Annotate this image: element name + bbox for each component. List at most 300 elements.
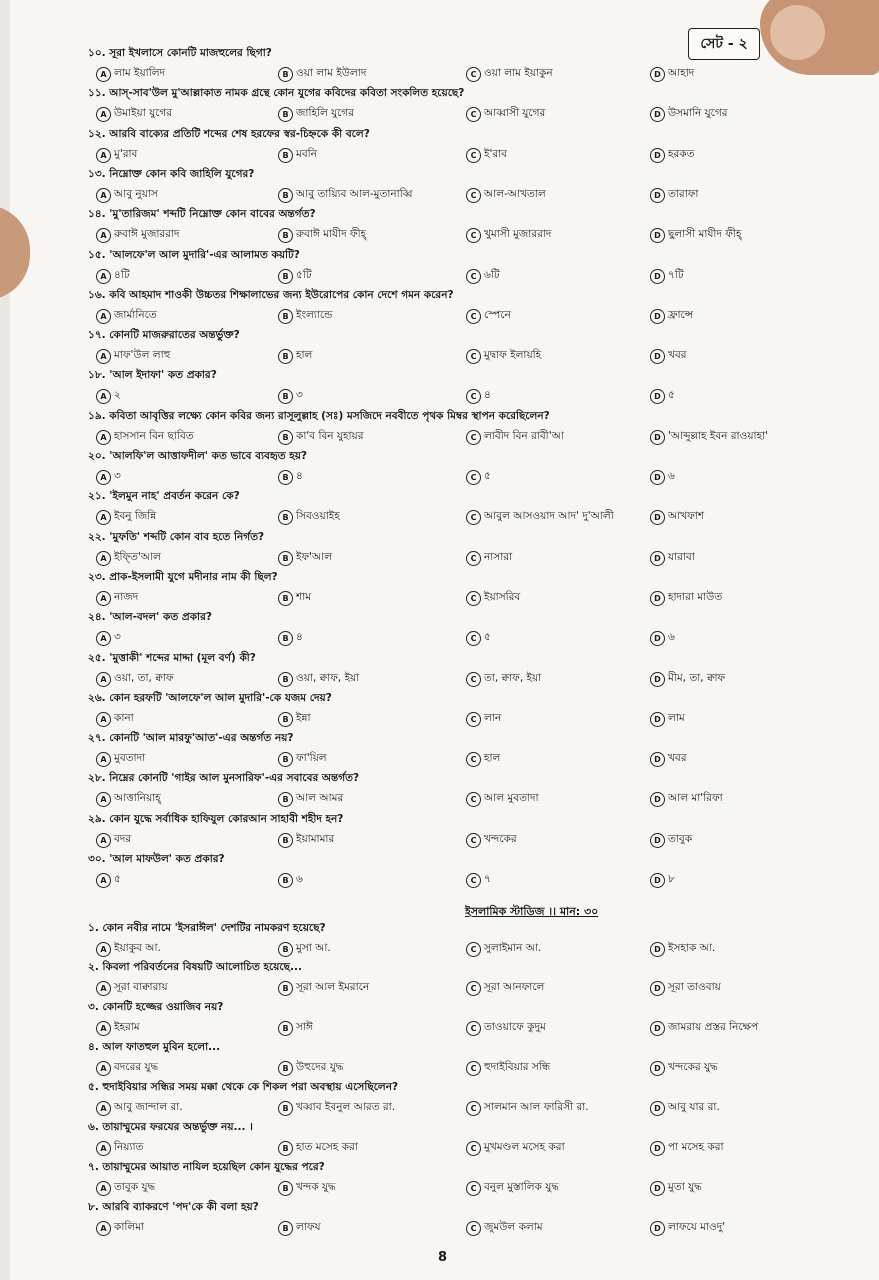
option-d-text: ৬ [668,470,675,482]
option-d-text: খবর [668,349,687,362]
option-d-text: হরকত [668,147,695,160]
option-a-text: ইহরাম [114,1021,140,1033]
option-c-text: আবুল আসওয়াদ আদ' দু'আলী [484,510,614,523]
option-c-badge: C [466,1101,481,1116]
option-d-badge: D [650,510,665,525]
option-c [466,872,491,889]
option-a [96,268,130,285]
option-b [278,872,303,889]
option-d-text: আবু যার রা. [668,1101,720,1113]
option-a [96,832,131,849]
option-a-text: লাম ইয়ালিদ [114,67,166,79]
option-a-text: কানা [114,711,134,724]
option-b-text: মুসা আ. [296,942,331,954]
option-b-text: ৫টি [296,268,312,281]
option-a-badge: A [96,591,111,606]
option-d-text: ইসহাক আ. [668,942,716,954]
question-text: ২. কিবলা পরিবর্তনের বিষয়টি আলোচিত হয়েছে... [88,961,302,973]
option-a-badge: A [96,269,111,284]
option-b-text: খন্দক যুদ্ধ [296,1181,336,1193]
question-text: ২৭. কোনটি 'আল মারফু'আত'-এর অন্তর্গত নয়? [88,732,294,745]
option-a-badge: A [96,873,111,888]
option-b-badge: B [278,269,293,284]
option-c-badge: C [466,631,481,646]
option-b [278,429,363,446]
option-b [278,1220,321,1237]
option-d-text: ৬ [668,631,675,644]
option-b [278,388,303,405]
option-c [466,429,564,446]
option-d-badge: D [650,349,665,364]
option-c-badge: C [466,792,481,807]
question-text: ১৬. কবি আহমাদ শাওকী উচ্চতর শিক্ষালাভের জন্য ইউরোপের কোন দেশে গমন করেন? [88,288,454,301]
option-c-text: জুমউল কলাম [484,1221,543,1233]
option-b-text: হাল [296,349,313,362]
option-a-badge: A [96,510,111,525]
option-b [278,1180,336,1197]
option-c-text: বনুল মুস্তালিক যুদ্ধ [484,1181,559,1193]
question-text: ১৯. কবিতা আবৃত্তির লক্ষ্যে কোন কবির জন্য রাসূলুল্লাহ (সঃ) মসজিদে নববীতে পৃথক মিম্বর স্থাপন করেছিলেন? [88,409,550,422]
option-b [278,832,334,849]
option-a [96,66,165,83]
option-a [96,1220,144,1237]
option-c [466,980,544,997]
option-c-text: ৪ [484,389,491,402]
option-b-badge: B [278,1061,293,1076]
option-d-text: 'আব্দুল্লাহ ইবন রাওয়াহা' [668,429,769,442]
option-c [466,832,517,849]
option-d [650,1100,720,1117]
option-b-text: হাত মসেহ করা [296,1141,358,1153]
question-text: ১১. আস্-সাব'উল মু'আল্লাকাত নামক গ্রন্থে কোন যুগের কবিদের কবিতা সংকলিত হয়েছে? [88,87,465,100]
option-d [650,711,685,728]
option-d [650,147,695,164]
option-c-text: স্পেনে [484,308,511,321]
option-d-badge: D [650,712,665,727]
option-a-text: হাসসান বিন ছাবিত [114,429,194,442]
option-b [278,941,331,958]
option-d-text: মীম, তা, ক্বাফ [668,671,726,684]
option-a-text: ইবনু জিন্নি [114,510,157,523]
option-c-text: সুলাইমান আ. [484,942,542,954]
option-c-badge: C [466,107,481,122]
option-d-text: লাম [668,711,685,724]
option-d-badge: D [650,1101,665,1116]
option-b-text: ওয়া লাম ইউলাদ [296,67,367,79]
option-c-badge: C [466,712,481,727]
option-d [650,1020,758,1037]
option-c [466,308,511,325]
option-c [466,711,501,728]
option-c [466,66,553,83]
option-a [96,550,161,567]
option-d-badge: D [650,188,665,203]
option-a-text: তাবুক যুদ্ধ [114,1181,156,1193]
option-c [466,187,546,204]
option-c-text: ৬টি [484,268,500,281]
option-a-text: রুবাঈ মুজাররাদ [114,228,180,241]
option-c-text: ৫ [484,631,491,644]
option-b-text: কা'ব বিন যুহায়র [296,429,364,442]
option-c-badge: C [466,833,481,848]
option-a-badge: A [96,631,111,646]
option-a-badge: A [96,1021,111,1036]
option-d-badge: D [650,873,665,888]
option-c [466,590,520,607]
option-c [466,268,500,285]
option-b-badge: B [278,1101,293,1116]
option-b-text: খব্বাব ইবনুল আরত রা. [296,1101,396,1113]
option-d [650,671,725,688]
question-text: ১০. সূরা ইখলাসে কোনটি মাজহুলের ছিগা? [88,47,272,59]
option-a-badge: A [96,228,111,243]
option-b-badge: B [278,1021,293,1036]
option-b-text: সিবওয়াইহ [296,510,340,523]
option-c-badge: C [466,591,481,606]
option-d-badge: D [650,1141,665,1156]
question-text: ১. কোন নবীর নামে 'ইসরাঈল' দেশটির নামকরণ হয়েছে? [88,922,326,934]
option-c-badge: C [466,1021,481,1036]
option-a-badge: A [96,792,111,807]
option-d-badge: D [650,672,665,687]
option-d [650,469,675,486]
option-c [466,1060,550,1077]
option-b-badge: B [278,792,293,807]
option-c-badge: C [466,1141,481,1156]
option-c-text: হাল [484,752,501,765]
question-text: ১৭. কোনটি মাজরুরাতের অন্তর্ভুক্ত? [88,329,240,342]
option-d [650,268,684,285]
option-a-badge: A [96,188,111,203]
option-c-badge: C [466,672,481,687]
option-a-badge: A [96,942,111,957]
option-c-text: আব্বাসী যুগের [484,107,546,120]
option-c [466,147,507,164]
option-a [96,429,194,446]
option-c [466,227,551,244]
option-d-text: জামরায় প্রস্তর নিক্ষেপ [668,1021,759,1033]
option-a-badge: A [96,309,111,324]
option-c [466,671,541,688]
option-a-badge: A [96,712,111,727]
option-b-text: ইয়ামামার [296,832,335,845]
option-b-badge: B [278,591,293,606]
option-a-text: মু'রাব [114,147,138,160]
option-b [278,1020,313,1037]
question-text: ১২. আরবি বাক্যের প্রতিটি শব্দের শেষ হরফের স্বর-চিহ্নকে কী বলে? [88,127,370,140]
option-c-badge: C [466,389,481,404]
option-d-badge: D [650,591,665,606]
option-b [278,147,317,164]
option-b-badge: B [278,349,293,364]
option-d-badge: D [650,107,665,122]
option-b-text: ৪ [296,470,303,482]
option-b [278,308,333,325]
option-d-text: আল মা'রিফা [668,792,723,805]
option-b [278,66,366,83]
option-b-badge: B [278,873,293,888]
option-d-badge: D [650,67,665,82]
option-d-text: খন্দকের যুদ্ধ [668,1061,718,1073]
option-b-badge: B [278,672,293,687]
fingernail [770,5,825,60]
option-a-text: বদর [114,832,132,845]
option-a-badge: A [96,430,111,445]
option-d [650,348,687,365]
option-a-text: ওয়া, তা, ক্বাফ [114,671,174,684]
option-b-badge: B [278,148,293,163]
option-b [278,268,312,285]
option-a-text: কালিমা [114,1221,145,1233]
option-a-badge: A [96,752,111,767]
option-c-text: ৭ [484,873,491,885]
option-d-text: খবর [668,752,687,765]
option-d-text: মুতা যুদ্ধ [668,1181,702,1193]
option-b-text: জাহিলি যুগের [296,107,355,120]
option-a [96,630,121,647]
option-b-text: ৪ [296,631,303,644]
option-b-badge: B [278,752,293,767]
question-text: ২৮. নিম্নের কোনটি 'গাইর আল মুনসারিফ'-এর সবাবের অন্তর্গত? [88,772,360,785]
option-b [278,469,303,486]
option-d [650,751,687,768]
option-d-text: যারাবা [668,550,695,563]
option-a-badge: A [96,1141,111,1156]
option-d-badge: D [650,752,665,767]
option-c [466,106,545,123]
option-c-badge: C [466,269,481,284]
option-c-badge: C [466,1181,481,1196]
option-c-text: ই'রাব [484,147,508,160]
option-a-text: উমাইয়া যুগের [114,107,173,120]
option-c-badge: C [466,430,481,445]
question-text: ২৫. 'মুত্তাকী' শব্দের মাদ্দা (মূল বর্ণ) কী? [88,651,256,664]
option-b-text: ৬ [296,873,303,885]
option-b-badge: B [278,981,293,996]
option-d [650,509,704,526]
option-a [96,227,180,244]
option-c-text: মুখমণ্ডল মসেহ করা [484,1141,565,1153]
option-d [650,941,715,958]
option-d-badge: D [650,551,665,566]
option-b-badge: B [278,470,293,485]
option-d-badge: D [650,792,665,807]
option-b-badge: B [278,1221,293,1236]
question-text: ৪. আল ফাতহুল মুবিন হলো... [88,1041,221,1053]
option-b [278,1060,343,1077]
option-b-text: আল আমর [296,792,344,805]
option-b-badge: B [278,188,293,203]
option-d [650,187,698,204]
option-b-badge: B [278,833,293,848]
option-d-badge: D [650,389,665,404]
question-text: ২৪. 'আল-বদল' কত প্রকার? [88,611,212,624]
option-c-badge: C [466,510,481,525]
set-label-box: সেট - ২ [688,28,760,60]
option-b [278,751,327,768]
option-d [650,980,721,997]
option-b-text: ইন্না [296,711,311,724]
option-c [466,1020,546,1037]
option-b [278,980,369,997]
option-a [96,388,121,405]
option-a [96,147,137,164]
option-d [650,227,741,244]
option-c [466,1220,543,1237]
option-a-text: আত্তানিয়াহ্ [114,792,161,805]
question-text: ৭. তায়াম্মুমের আয়াত নাযিল হয়েছিল কোন যুদ্ধের পরে? [88,1161,325,1173]
option-a-text: নিয়্যাত [114,1141,144,1153]
option-c-badge: C [466,188,481,203]
option-c [466,1140,565,1157]
option-a-badge: A [96,551,111,566]
option-d [650,1180,702,1197]
option-d [650,106,728,123]
question-text: ২৬. কোন হরফটি 'আলফে'ল আল মুদারি'-কে যজম দেয়? [88,691,332,704]
option-a-badge: A [96,672,111,687]
option-b-text: রুবাঈ মাযীদ ফীহ্ [296,228,367,241]
option-c-badge: C [466,349,481,364]
option-b [278,711,311,728]
option-b [278,590,311,607]
option-d-badge: D [650,1021,665,1036]
option-a [96,671,174,688]
option-b-badge: B [278,430,293,445]
option-a [96,348,170,365]
option-c-badge: C [466,942,481,957]
question-text: ২০. 'আলফি'ল আত্তাফদীল' কত ভাবে ব্যবহৃত হয়? [88,450,308,462]
option-d-text: আখফাশ [668,510,705,523]
option-b [278,671,359,688]
option-d-text: তারাফা [668,187,699,200]
option-d-text: হাদারা মাউত [668,590,723,603]
option-b-text: উহুদের যুদ্ধ [296,1061,344,1073]
option-a [96,308,157,325]
option-d-badge: D [650,631,665,646]
option-b-badge: B [278,942,293,957]
option-d-text: ৭টি [668,268,684,281]
option-b-text: শাম [296,590,312,603]
option-a-text: জার্মানিতে [114,308,157,321]
option-b [278,106,354,123]
option-d-text: পা মসেহ করা [668,1141,724,1153]
option-a [96,590,138,607]
option-c-text: তা, ক্বাফ, ইয়া [484,671,542,684]
option-c-text: আল-আখতাল [484,187,546,200]
option-a-text: আবু নুয়াস [114,187,158,200]
option-c-badge: C [466,148,481,163]
option-b-text: আবু তায়্যিব আল-মুতানাব্বি [296,187,413,200]
option-a [96,1100,183,1117]
option-b-text: ইফ'আল [296,550,333,563]
option-d-badge: D [650,269,665,284]
option-a-text: ৪টি [114,268,130,281]
option-c [466,1180,559,1197]
option-c [466,348,541,365]
option-d-badge: D [650,148,665,163]
option-c-text: সালমান আল ফারিসী রা. [484,1101,589,1113]
option-b [278,227,366,244]
option-a-badge: A [96,349,111,364]
option-a-text: আবু জান্দাল রা. [114,1101,183,1113]
option-d-badge: D [650,942,665,957]
option-b-text: ওয়া, ক্বাফ, ইয়া [296,671,360,684]
option-c-text: খন্দকের [484,832,517,845]
option-d-badge: D [650,470,665,485]
question-text: ২৩. প্রাক-ইসলামী যুগে মদীনার নাম কী ছিল? [88,570,278,583]
option-c-text: সূরা আনফালে [484,981,545,993]
option-a [96,980,168,997]
option-a-badge: A [96,148,111,163]
option-a-badge: A [96,107,111,122]
option-a-text: ইফ্তি'আল [114,550,161,563]
question-text: ৫. হুদাইবিয়ার সন্ধির সময় মক্কা থেকে কে শিকল পরা অবস্থায় এসেছিলেন? [88,1081,399,1093]
option-a-badge: A [96,389,111,404]
option-c-text: নাসারা [484,550,513,563]
option-c-badge: C [466,873,481,888]
question-text: ৬. তায়াম্মুমের ফরযের অন্তর্ভুক্ত নয়... । [88,1121,253,1133]
option-d [650,1140,724,1157]
option-a-badge: A [96,1101,111,1116]
option-d-badge: D [650,981,665,996]
option-b-badge: B [278,712,293,727]
option-a-badge: A [96,1061,111,1076]
option-a [96,711,134,728]
section-title-islamic-studies: ইসলামিক স্টাডিজ ।। মান: ৩০ [465,905,599,918]
option-c-text: হুদাইবিয়ার সন্ধি [484,1061,551,1073]
question-text: ২১. 'ইলমুন নাহ' প্রবর্তন করেন কে? [88,490,240,503]
option-a [96,187,158,204]
option-a-badge: A [96,833,111,848]
option-a-text: ৩ [114,470,121,482]
option-a [96,1180,155,1197]
option-b-badge: B [278,228,293,243]
option-d [650,388,675,405]
option-b-text: ফা'য়িল [296,752,327,765]
option-b [278,1100,395,1117]
option-c-badge: C [466,551,481,566]
option-c-text: ওয়া লাম ইয়াকুন [484,67,553,79]
option-c-text: লাবীদ বিন রাবী'আ [484,429,564,442]
option-d-text: ৮ [668,873,675,885]
option-b-text: ৩ [296,389,303,402]
question-text: ১৫. 'আলফে'ল আল মুদারি'-এর আলামত কয়টি? [88,248,300,261]
option-d-badge: D [650,228,665,243]
option-b-text: সাঈ [296,1021,313,1033]
option-d [650,429,768,446]
option-a-text: ৫ [114,873,121,885]
option-d-badge: D [650,430,665,445]
option-a-text: ২ [114,389,121,402]
option-d-text: তাবুক [668,832,693,845]
question-text: ৩. কোনটি হজ্জের ওয়াজিব নয়? [88,1001,224,1013]
option-c-text: তাওয়াফে কুদুম [484,1021,546,1033]
option-b [278,550,332,567]
option-a [96,1140,143,1157]
option-a [96,941,161,958]
question-text: ১৩. নিম্নোক্ত কোন কবি জাহিলি যুগের? [88,167,255,180]
option-c [466,791,539,808]
option-b [278,509,340,526]
option-a-badge: A [96,470,111,485]
option-b-badge: B [278,107,293,122]
option-d [650,66,694,83]
option-b-badge: B [278,309,293,324]
option-b [278,187,412,204]
option-c [466,630,491,647]
option-c-text: ইয়াসরিব [484,590,521,603]
option-c [466,388,491,405]
